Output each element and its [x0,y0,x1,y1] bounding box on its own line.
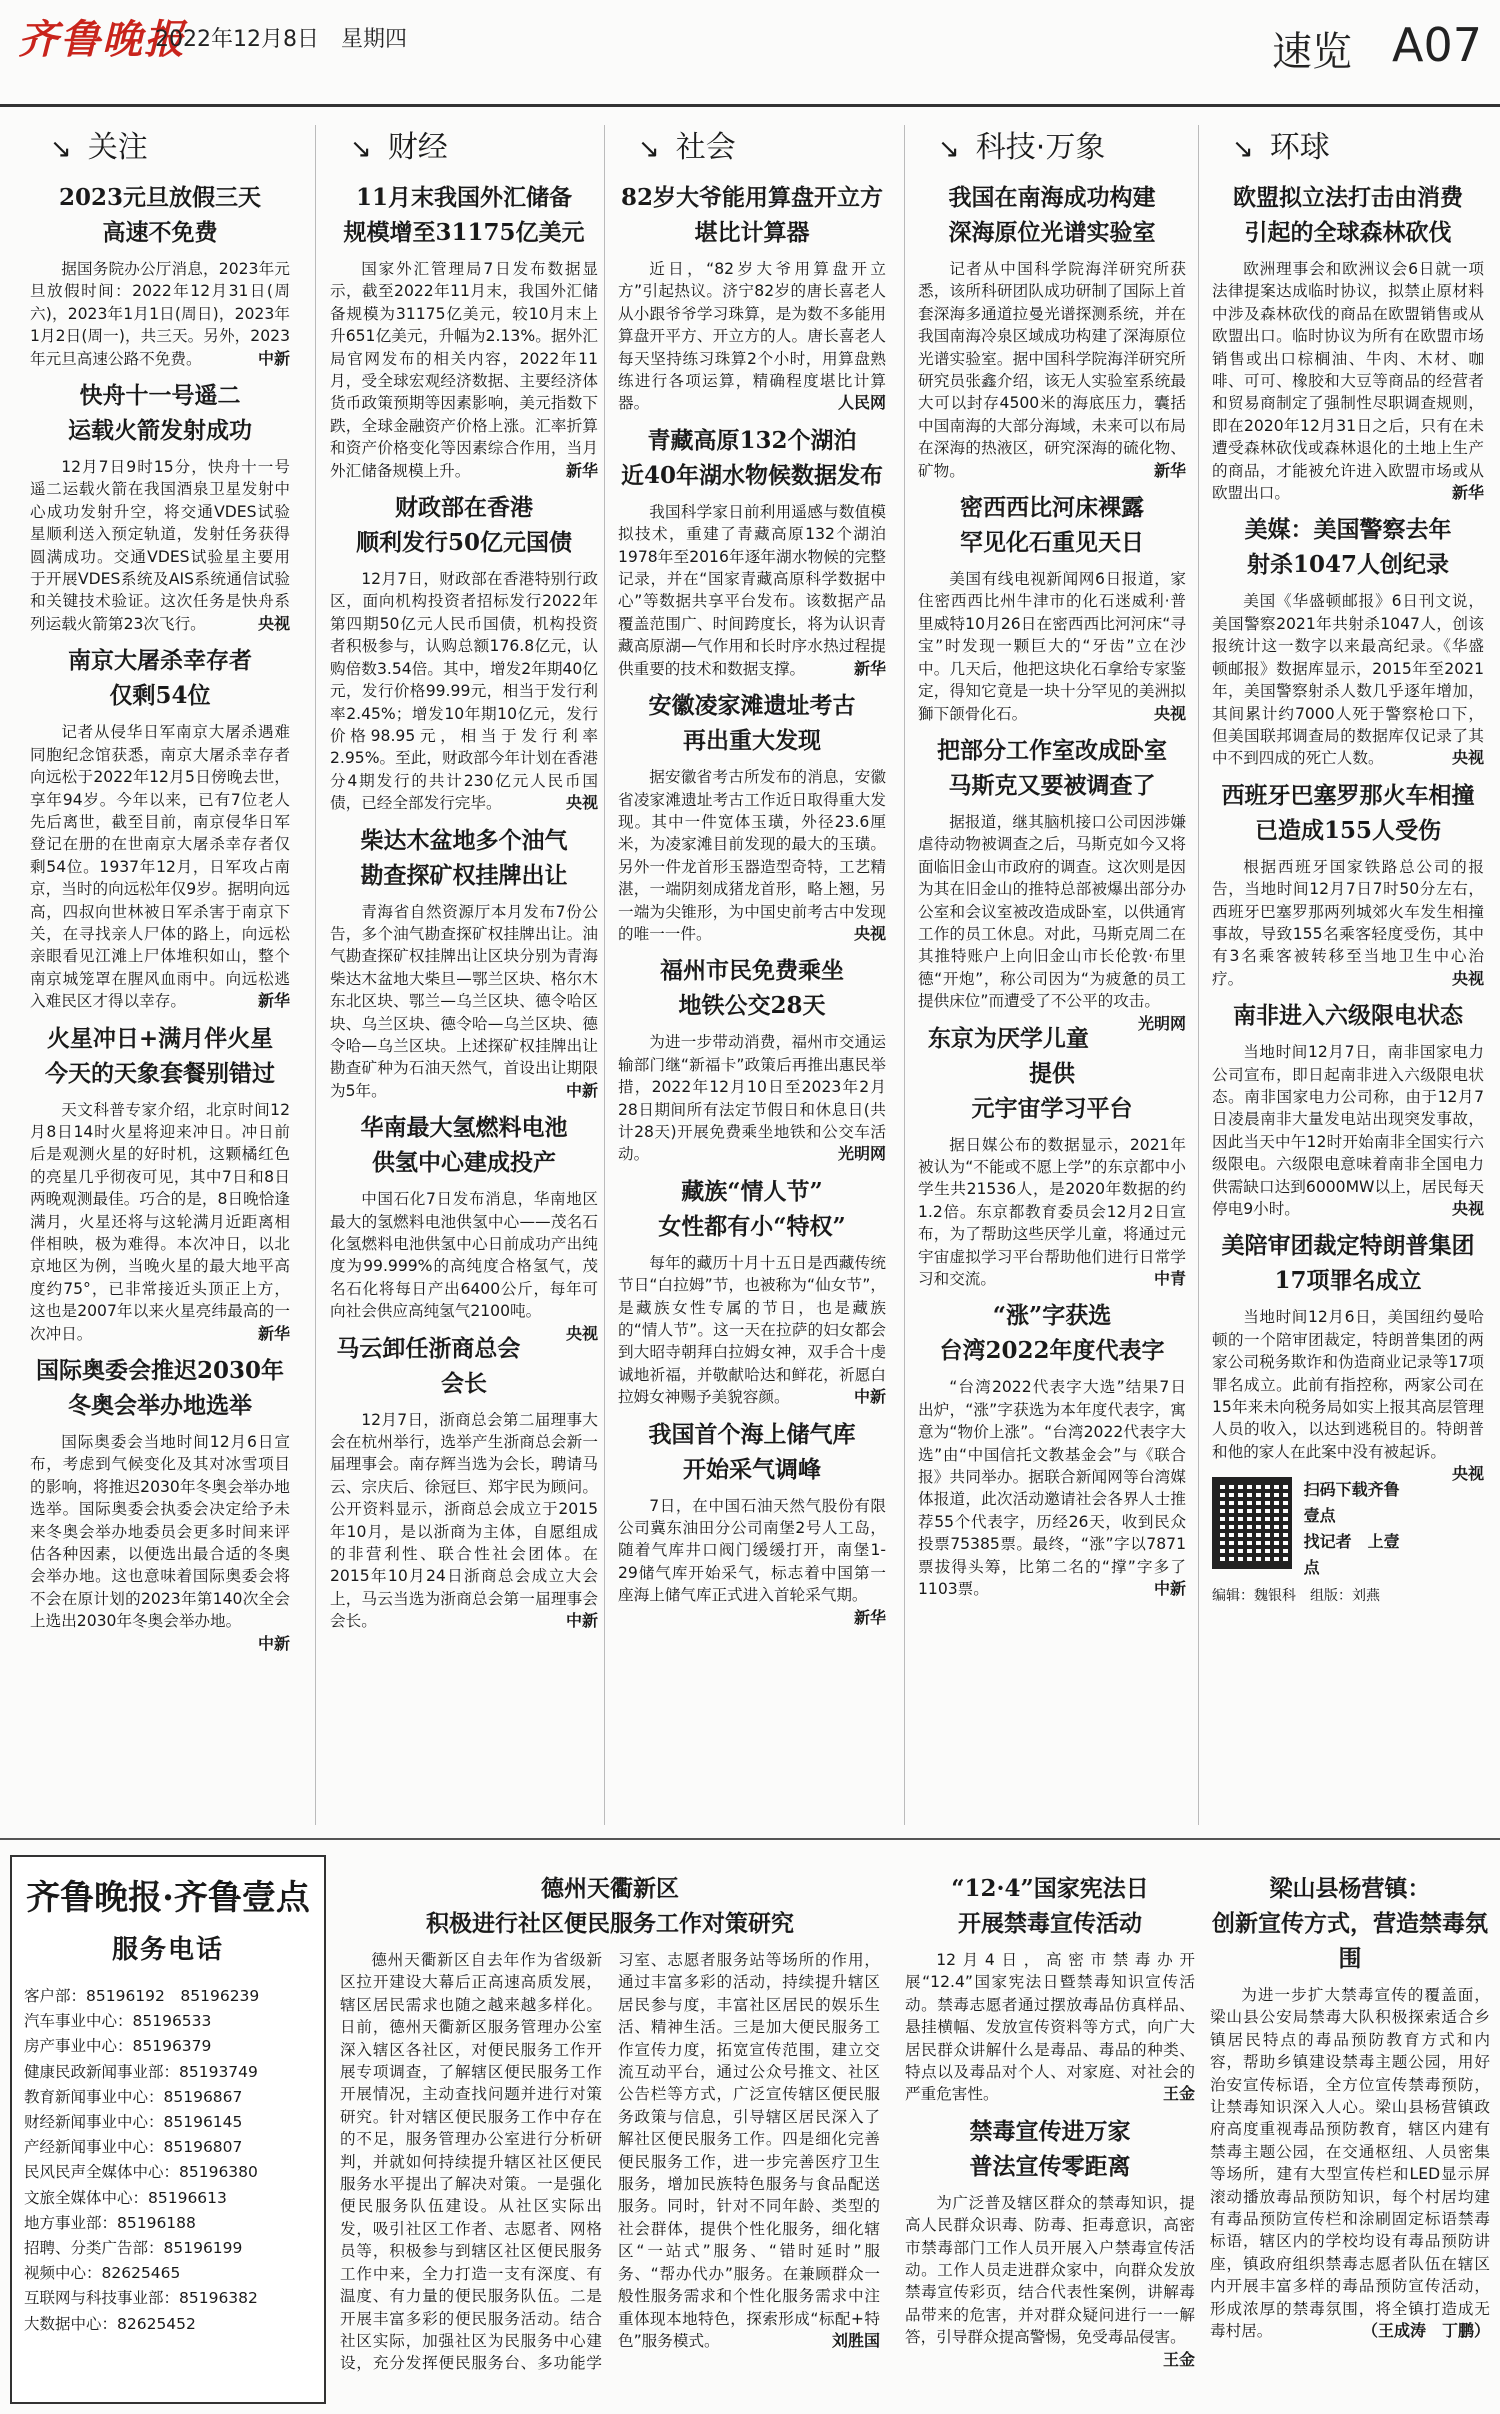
article-text: 为广泛普及辖区群众的禁毒知识，提高人民群众识毒、防毒、拒毒意识，高密市禁毒部门工作人员开展入户禁毒宣传活动。工作人员走进群众家中，向群众发放禁毒宣传彩页，结合代表性案例，讲解毒品带来的危害，并对群众疑问进行一一解答，引导群众提高警惕，免受毒品侵害。 [905,2193,1195,2347]
article-title: 藏族“情人节” 女性都有小“特权” [658,1177,846,1240]
column-heading [1232,126,1484,170]
article [30,180,290,370]
article [918,1021,1186,1291]
service-phone-line: 产经新闻事业中心：85196807 [24,2138,243,2157]
column-4 [918,120,1186,1608]
article-text: 记者从中国科学院海洋研究所获悉，该所科研团队成功研制了国际上首套深海多通道拉曼光谱探测系统，并在我国南海冷泉区域成功构建了深海原位光谱实验室。据中国科学院海洋研究所研究员张鑫介绍，该无人实验室系统最大可以封存4500米的海底压力，囊括中国南海的大部分海域，未来可以布局在深海的热液区，研究深海的硫化物、矿物。 [918,260,1186,480]
article-body [918,811,1186,1033]
article-body [330,901,598,1103]
article-text: 当地时间12月7日，南非国家电力公司宣布，即日起南非进入六级限电状态。南非国家电力公司称，由于12月7日凌晨南非大量发电站出现突发事故，因此当天中午12时开始南非全国实行六级限电。六级限电意味着南非全国电力供需缺口达到6000MW以上，居民每天停电9小时。 [1212,1043,1484,1218]
bottom-column [340,1863,880,2383]
article-source: 新华 [257,1323,290,1343]
article-source: 中新 [257,348,290,368]
article-text: 记者从侵华日军南京大屠杀遇难同胞纪念馆获悉，南京大屠杀幸存者向远松于2022年12月5日傍晚去世，享年94岁。今年以来，已有7位老人先后离世，截至目前，南京侵华日军登记在册的在世南京大屠杀幸存者仅剩54位。1937年12月，日军攻占南京，当时的向远松年仅9岁。据明向远高，四叔向世林被日军杀害于南京下关，在寻找亲人尸体的路上，向远松亲眼看见江滩上尸体堆积如山，整个南京城笼罩在腥风血雨中。向远松逃入难民区才得以幸存。 [30,723,290,1011]
article-body [905,1949,1195,2106]
article-source: 央视 [565,1323,598,1343]
article-body [1212,258,1484,504]
article-text: 12月4日，高密市禁毒办开展“12.4”国家宪法日暨禁毒知识宣传活动。禁毒志愿者通过摆放毒品仿真样品、悬挂横幅、发放宣传资料等方式，向广大居民群众讲解什么是毒品、毒品的种类、特点以及毒品对个人、对家庭、对社会的严重危害性。 [905,1951,1195,2104]
article-source: 央视 [1451,1199,1484,1218]
article-source: 中新 [565,1611,598,1631]
article-text: 美国有线电视新闻网6日报道，家住密西西比州牛津市的化石迷威利·普里威特10月26日在密西西比河河床“寻宝”时发现一颗巨大的“牙齿”立在沙中。几天后，他把这块化石拿给专家鉴定，得知它竟是一块十分罕见的美洲拟獅下颌骨化石。 [918,570,1186,723]
bottom-column [905,1863,1195,2371]
article-source: 光明网 [837,1144,886,1164]
column-divider [1198,125,1199,1825]
column-1 [30,120,290,1655]
article [918,180,1186,482]
service-title: 服务电话 [111,1935,224,1965]
article-source: 光明网 [1137,1013,1186,1033]
arrow-icon: ↘ [50,134,72,164]
article-text: 国家外汇管理局7日发布数据显示，截至2022年11月末，我国外汇储备规模为31175亿美元，较10月末上升651亿美元，升幅为2.13%。据外汇局官网发布的相关内容，2022年11月，受全球宏观经济数据、主要经济体货币政策预期等因素影响，美元指数下跌，全球金融资产价格上涨。汇率折算和资产价格变化等因素综合作用，当月外汇储备规模上升。 [330,260,598,480]
article [30,1353,290,1653]
column-heading-text: 社会 [675,130,736,165]
service-phone-line: 客户部：85196192 85196239 [24,1987,260,2005]
article-text: 国际奥委会当地时间12月6日宣布，考虑到气候变化及其对冰雪项目的影响，将推迟2030年冬奥会举办地选举。国际奥委会执委会决定给予未来冬奥会举办地委员会更多时间来评估各种因素，以便选出最合适的冬奥会举办地。这也意味着国际奥委会将不会在原计划的2023年第140次全会上选出2030年冬奥会举办地。 [30,1433,290,1631]
article-text: 德州天衢新区自去年作为省级新区拉开建设大幕后正高速高质发展，辖区居民需求也随之越来越多样化。日前，德州天衢新区服务管理办公室深入辖区各社区，对便民服务工作开展专项调查，了解辖区便民服务工作开展情况，主动查找问题并进行对策研究。针对辖区便民服务工作中存在的不足，服务管理办公室进行分析研判，并就如何持续提升辖区社区便民服务水平提出了解决对策。一是强化便民服务队伍建设。从社区实际出发，吸引社区工作者、志愿者、网格员等，积极参与到辖区社区便民服务工作中来，全力打造一支有深度、有温度、有力量的便民服务队伍。二是开展丰富多彩的便民服务活动。结合社区实际，加强社区为民服务中心建设，充分发挥便民服务台、多功能学习室、志愿者服务站等场所的作用，通过丰富多彩的活动，持续提升辖区居民参与度，丰富社区居民的娱乐生活、精神生活。三是加大便民服务工作宣传力度，拓宽宣传范围，建立交流互动平台，通过公众号推文、社区公告栏等方式，广泛宣传辖区便民服务政策与信息，引导辖区居民深入了解社区便民服务工作。四是细化完善便民服务工作，进一步完善医疗卫生服务，增加民族特色服务与食品配送服务。同时，针对不同年龄、类型的社会群体，提供个性化服务，细化辖区“一站式”服务、“错时延时”服务、“帮办代办”服务。在兼顾群众一般性服务需求和个性化服务需求中注重体现本地特色，探索形成“标配+特色”服务模式。 [340,1951,880,2373]
article-title: “12·4”国家宪法日 开展禁毒宣传活动 [951,1875,1149,1937]
service-phone-line: 民风民声全媒体中心：85196380 [24,2163,258,2182]
service-box [10,1855,326,2404]
header-rule [0,104,1500,107]
article-title: 柴达木盆地多个油气 勘查探矿权挂牌出让 [360,826,568,889]
article-text: 据国务院办公厅消息，2023年元旦放假时间：2022年12月31日(周六)，2023年1月1日(周日)，2023年1月2日(周一)，共三天。另外，2023年元旦高速公路不免费。 [30,260,290,368]
article-title: 火星冲日+满月伴火星 今天的天象套餐别错过 [45,1024,275,1087]
article [330,823,598,1103]
article-title: 密西西比河床裸露 罕见化石重见天日 [960,494,1144,557]
article-text: 据报道，继其脑机接口公司因涉嫌虐待动物被调查之后，马斯克如今又将面临旧金山市政府的调查。这次则是因为其在旧金山的推特总部被爆出部分办公室和会议室被改造成卧室，以供通宵工作的员工休息。对此，马斯克周二在其推特账户上向旧金山市长伦敦·布里德“开炮”，称公司因为“为疲惫的员工提供床位”而遭受了不公平的攻击。 [918,812,1186,1011]
column-heading-text: 关注 [87,130,148,165]
qr-line-1: 扫码下载齐鲁壹点 [1303,1480,1400,1526]
article [30,1021,290,1345]
column-heading-text: 环球 [1269,130,1330,165]
column-divider [315,125,316,1825]
article [330,1110,598,1343]
article-body [30,721,290,1012]
article-body [30,1431,290,1653]
article-source: 新华 [853,658,886,678]
article [1212,180,1484,504]
arrow-icon: ↘ [638,134,660,164]
article-title: 南京大屠杀幸存者 仅剩54位 [68,647,252,710]
article-title: 马云卸任浙商总会会长 [336,1334,521,1397]
article [905,1871,1195,2106]
article [330,490,598,814]
article [330,180,598,482]
article-body [618,1495,886,1627]
article-text: “台湾2022代表字大选”结果7日出炉，“涨”字获选为本年度代表字，寓意为“物价上涨”。“台湾2022代表字大选”由“中国信托文教基金会”与《联合报》共同举办。据联合新闻网等台湾媒体报道，此次活动邀请社会各界人士推荐55个代表字，历经26天，收到民众投票75385票。最终，“涨”字以7871票拔得头筹，比第二名的“撑”字多了1103票。 [918,1378,1186,1599]
article-source: 新华 [853,1607,886,1627]
article-source: 央视 [257,613,290,633]
article-text: 12月7日，浙商总会第二届理事大会在杭州举行，选举产生浙商总会新一届理事会。南存辉当选为会长，聘请马云、宗庆后、徐冠巨、郑宇民为顾问。公开资料显示，浙商总会成立于2015年10月，是以浙商为主体，自愿组成的非营利性、联合性社会团体。在2015年10月24日浙商总会成立大会上，马云当选为浙商总会第一届理事会会长。 [330,1410,598,1631]
article-title: 福州市民免费乘坐 地铁公交28天 [660,957,844,1020]
article-title: 美媒：美国警察去年 射杀1047人创纪录 [1244,516,1452,579]
section-name: 速览 [1272,29,1352,75]
article-text: 据日媒公布的数据显示，2021年被认为“不能或不愿上学”的东京都中小学生共21536人，是2020年数据的约1.2倍。东京都教育委员会12月2日宣布，为了帮助这些厌学儿童，将通过元宇宙虚拟学习平台帮助他们进行日常学习和交流。 [918,1135,1186,1288]
qr-line-2: 找记者 上壹点 [1303,1532,1400,1578]
article-body [918,1134,1186,1291]
article [918,733,1186,1033]
article-title: “涨”字获选 台湾2022年度代表字 [939,1302,1165,1365]
article-source: 央视 [1451,968,1484,988]
article-title: 禁毒宣传进万家 普法宣传零距离 [969,2117,1131,2180]
article-source: 刘胜国 [831,2330,880,2350]
article-text: 每年的藏历十月十五日是西藏传统节日“白拉姆”节，也被称为“仙女节”，是藏族女性专属的节日，也是藏族的“情人节”。这一天在拉萨的妇女都会到大昭寺朝拜白拉姆女神，双手合十虔诚地祈福，并敬献哈达和鲜花，祈愿白拉姆女神赐予美貌容颜。 [618,1253,886,1407]
service-brand: 齐鲁晚报·齐鲁壹点 [26,1878,310,1918]
qr-block [1212,1477,1413,1581]
article-text: 欧洲理事会和欧洲议会6日就一项法律提案达成临时协议，拟禁止原材料中涉及森林砍伐的商品在欧盟销售或从欧盟出口。临时协议为所有在欧盟市场销售或出口棕榈油、牛肉、木材、咖啡、可可、橡胶和大豆等商品的经营者和贸易商制定了强制性尽职调查规则，即在2020年12月31日之后，只有在未遭受森林砍伐或森林退化的土地上生产的商品，才能被允许进入欧盟市场或从欧盟出口。 [1212,260,1484,503]
service-phone-line: 招聘、分类广告部：85196199 [24,2239,243,2258]
article-body [30,1099,290,1345]
article-source: 新华 [1451,483,1484,503]
article-title: 11月末我国外汇储备 规模增至31175亿美元 [343,184,585,246]
page-header [0,0,1500,120]
column-heading [50,126,290,170]
article-body [30,456,290,635]
column-heading [938,126,1186,170]
service-phone-line: 健康民政新闻事业部：85193749 [24,2062,258,2081]
article [618,180,886,415]
article [1210,1871,1490,2343]
article-source: 央视 [565,793,598,813]
article-source: 新华 [257,991,290,1011]
article-body [918,258,1186,482]
article-title: 欧盟拟立法打击由消费 引起的全球森林砍伐 [1233,184,1463,246]
article-source: 中新 [257,1633,290,1653]
article-title: 梁山县杨营镇： 创新宣传方式，营造禁毒氛围 [1212,1875,1488,1972]
article [918,1298,1186,1600]
article-body [1212,1041,1484,1220]
article-text: 12月7日9时15分，快舟十一号遥二运载火箭在我国酒泉卫星发射中心成功发射升空，将交通VDES试验星顺利送入预定轨道，发射任务获得圆满成功。交通VDES试验星主要用于开展VDES系统及AIS系统通信试验和关键技术验证。这次任务是快舟系列运载火箭第23次飞行。 [30,458,290,633]
article-title: 我国首个海上储气库 开始采气调峰 [648,1420,856,1483]
arrow-icon: ↘ [938,134,960,164]
column-heading [638,126,886,170]
article [618,953,886,1165]
article-source: 王金 [1162,2084,1195,2104]
article-source: 人民网 [837,393,886,413]
article-body [918,568,1186,725]
article-title: 德州天衢新区 积极进行社区便民服务工作对策研究 [426,1875,794,1937]
article-source: 央视 [853,923,886,943]
article [618,423,886,680]
article [918,490,1186,725]
issue-date: 2022年12月8日 星期四 [155,27,407,52]
article-source: 中新 [1153,1579,1186,1599]
column-heading [350,126,598,170]
article-source: 新华 [565,460,598,480]
service-phone-line: 房产事业中心：85196379 [24,2037,212,2056]
article-body [1212,590,1484,769]
column-3 [618,120,886,1629]
article-title: 把部分工作室改成卧室 马斯克又要被调查了 [937,736,1167,799]
article [340,1871,880,2375]
article [30,378,290,635]
column-2 [330,120,598,1641]
arrow-icon: ↘ [1232,134,1254,164]
article-text: 我国科学家日前利用遥感与数值模拟技术，重建了青藏高原132个湖泊1978年至2016年逐年湖水物候的完整记录，并在“国家青藏高原科学数据中心”等数据共享平台发布。该数据产品覆盖范围广、时间跨度长，将为认识青藏高原湖—气作用和长时序水热过程提供重要的技术和数据支撑。 [618,502,886,678]
article-body [618,1031,886,1165]
article-body [1210,1984,1490,2343]
column-5 [1212,120,1484,1605]
article-source: 中青 [1153,1269,1186,1288]
bottom-section [0,1845,1500,2414]
article-text: 天文科普专家介绍，北京时间12月8日14时火星将迎来冲日。冲日前后是观测火星的好时机，这颗橘红色的亮星几乎彻夜可见，其中7日和8日两晚观测最佳。巧合的是，8日晚恰逢满月，火星还将与这轮满月近距离相伴相映，极为难得。本次冲日，以北京地区为例，当晚火星的最大地平高度约75°，已非常接近头顶正上方，这也是2007年以来火星亮纬最高的一次冲日。 [30,1100,290,1343]
article-title: 西班牙巴塞罗那火车相撞 已造成155人受伤 [1221,781,1475,844]
service-phone-line: 汽车事业中心：85196533 [24,2012,212,2031]
column-heading-text: 科技·万象 [975,130,1106,165]
article-body [330,258,598,482]
article-title: 华南最大氢燃料电池 供氢中心建成投产 [360,1114,568,1177]
article-title: 安徽凌家滩遗址考古 再出重大发现 [648,692,856,755]
article [905,2114,1195,2369]
service-phone-line: 财经新闻事业中心：85196145 [24,2113,243,2132]
article-body [330,1188,598,1343]
article-body [1212,856,1484,990]
article-title: 东京为厌学儿童提供 元宇宙学习平台 [927,1024,1133,1122]
bottom-column [1210,1863,1490,2351]
article-source: 中新 [565,1080,598,1100]
editor-credit: 编辑：魏银科 组版：刘燕 [1212,1588,1380,1605]
article-body [618,1252,886,1409]
article-source: 新华 [1153,460,1186,480]
service-phone-list [12,1984,324,2337]
article-text: 当地时间12月6日，美国纽约曼哈顿的一个陪审团裁定，特朗普集团的两家公司税务欺诈和伪造商业记录等17项罪名成立。此前有指控称，两家公司在15年来未向税务局如实上报其高层管理人员的收入，以达到逃税目的。特朗普和他的家人在此案中没有被起诉。 [1212,1308,1484,1461]
article-title: 我国在南海成功构建 深海原位光谱实验室 [948,184,1156,246]
article-body [330,1409,598,1633]
article [1212,512,1484,769]
article-text: 近日，“82岁大爷用算盘开立方”引起热议。济宁82岁的唐长喜老人从小跟爷爷学习珠算，是为数不多能用算盘开平方、开立方的人。唐长喜老人每天坚持练习珠算2个小时，用算盘熟练进行各项运算，精确程度堪比计算器。 [618,260,886,413]
article-title: 南非进入六级限电状态 [1233,1002,1463,1030]
article-title: 美陪审团裁定特朗普集团 17项罪名成立 [1221,1232,1475,1295]
qr-caption [1304,1477,1413,1581]
article [1212,998,1484,1220]
service-phone-line: 教育新闻事业中心：85196867 [24,2087,243,2106]
bottom-rule [0,1838,1500,1840]
article-body [1212,1306,1484,1484]
article [330,1331,598,1633]
article-body [905,2192,1195,2369]
service-phone-line: 大数据中心：82625452 [24,2314,196,2333]
qr-code-icon[interactable] [1212,1477,1292,1569]
article [618,1417,886,1627]
article-text: 为进一步扩大禁毒宣传的覆盖面，梁山县公安局禁毒大队积极探索适合乡镇居民特点的毒品预防教育方式和内容，帮助乡镇建设禁毒主题公园，用好治安宣传标语，全方位宣传禁毒预防，让禁毒知识深入人心。梁山县杨营镇政府高度重视毒品预防教育，辖区内建有禁毒主题公园，在交通枢纽、人员密集等场所，建有大型宣传栏和LED显示屏滚动播放毒品预防知识，每个村居均建有毒品预防宣传栏和涂刷固定标语禁毒标语，辖区内的学校均设有毒品预防讲座，镇政府组织禁毒志愿者队伍在辖区内开展丰富多样的毒品预防宣传活动，形成浓厚的禁毒氛围，将全镇打造成无毒村居。 [1210,1986,1490,2341]
article-body [918,1376,1186,1600]
article-body [30,258,290,370]
service-phone-line: 视频中心：82625465 [24,2264,181,2283]
column-divider [904,125,905,1825]
article-title: 82岁大爷能用算盘开立方 堪比计算器 [620,184,883,246]
article-source: 央视 [1153,703,1186,723]
article-title: 2023元旦放假三天 高速不免费 [58,184,261,246]
article-text: 据安徽省考古所发布的消息，安徽省凌家滩遗址考古工作近日取得重大发现。其中一件宽体玉璜，外径23.6厘米，为凌家滩目前发现的最大的玉璜。另外一件龙首形玉器造型奇特，工艺精湛，一端阴刻成猪龙首形，略上翘，另一端为尖锥形，为中国史前考古中发现的唯一一件。 [618,768,886,943]
article-title: 快舟十一号遥二 运载火箭发射成功 [68,382,252,445]
article-text: 中国石化7日发布消息，华南地区最大的氢燃料电池供氢中心——茂名石化氢燃料电池供氢中心日前成功产出纯度为99.999%的高纯度合格氢气，茂名石化将每日产出6400公斤，每年可向社会供应高纯氢气2100吨。 [330,1190,598,1321]
column-divider [604,125,605,1825]
article-text: 青海省自然资源厅本月发布7份公告，多个油气勘查探矿权挂牌出让。油气勘查探矿权挂牌出让区块分别为青海柴达木盆地大柴旦—鄂兰区块、格尔木东北区块、鄂兰—乌兰区块、德令哈区块、乌兰区块、德令哈—乌兰区块、德令哈—乌兰区块。上述探矿权挂牌出让勘查矿种为石油天然气，首设出让期限为5年。 [330,902,598,1100]
article-title: 青藏高原132个湖泊 近40年湖水物候数据发布 [620,426,883,489]
service-phone-line: 地方事业部：85196188 [24,2213,196,2232]
page-number: A07 [1391,18,1482,72]
article-text: 12月7日，财政部在香港特别行政区，面向机构投资者招标发行2022年第四期50亿元人民币国债，机构投资者积极参与，认购总额176.8亿元，认购倍数3.54倍。其中，增发2年期40亿元，发行价格99.99元，相当于发行利率2.45%；增发10年期10亿元，发行价格98.95元，相当于发行利率2.95%。至此，财政部今年计划在香港分4期发行的共计230亿元人民币国债，已经全部发行完毕。 [330,570,598,813]
service-phone-line: 文旅全媒体中心：85196613 [24,2188,227,2207]
article-body [618,258,886,415]
article [618,1174,886,1409]
article-title: 国际奥委会推迟2030年 冬奥会举办地选举 [35,1357,284,1420]
newspaper-logo: 齐鲁晚报 [18,17,186,63]
arrow-icon: ↘ [350,134,372,164]
article-source: （王成涛 丁鹏） [1361,2321,1490,2341]
article-title: 财政部在香港 顺利发行50亿元国债 [355,494,572,557]
article-text: 根据西班牙国家铁路总公司的报告，当地时间12月7日7时50分左右，西班牙巴塞罗那两列城郊火车发生相撞事故，导致155名乘客轻度受伤，其中有3名乘客被转移至当地卫生中心治疗。 [1212,857,1484,988]
article-body [330,568,598,814]
article-body [618,501,886,680]
service-phone-line: 互联网与科技事业部：85196382 [24,2289,258,2308]
article-body [340,1949,880,2375]
article [30,643,290,1012]
article [618,688,886,945]
article-source: 央视 [1451,1464,1484,1484]
column-heading-text: 财经 [387,130,448,165]
article-text: 为进一步带动消费，福州市交通运输部门继“新福卡”政策后再推出惠民举措，2022年12月10日至2023年2月28日期间所有法定节假日和休息日(共计28天)开展免费乘坐地铁和公交车活动。 [618,1033,886,1164]
article-text: 7日，在中国石油天然气股份有限公司冀东油田分公司南堡2号人工岛，随着气库井口阀门缓缓打开，南堡1-29储气库开始采气，标志着中国第一座海上储气库正式进入首轮采气期。 [618,1496,886,1605]
article-source: 中新 [853,1387,886,1407]
article [1212,1228,1484,1484]
article-text: 美国《华盛顿邮报》6日刊文说，美国警察2021年共射杀1047人，创该报统计这一数字以来最高纪录。《华盛顿邮报》数据库显示，2015年至2021年，美国警察射杀人数几乎逐年增加，其间累计约7000人死于警察枪口下，但美国联邦调查局的数据库仅记录了其中不到四成的死亡人数。 [1212,592,1484,768]
article [1212,778,1484,990]
article-source: 王金 [1162,2349,1195,2369]
article-body [618,766,886,945]
article-source: 央视 [1451,748,1484,768]
